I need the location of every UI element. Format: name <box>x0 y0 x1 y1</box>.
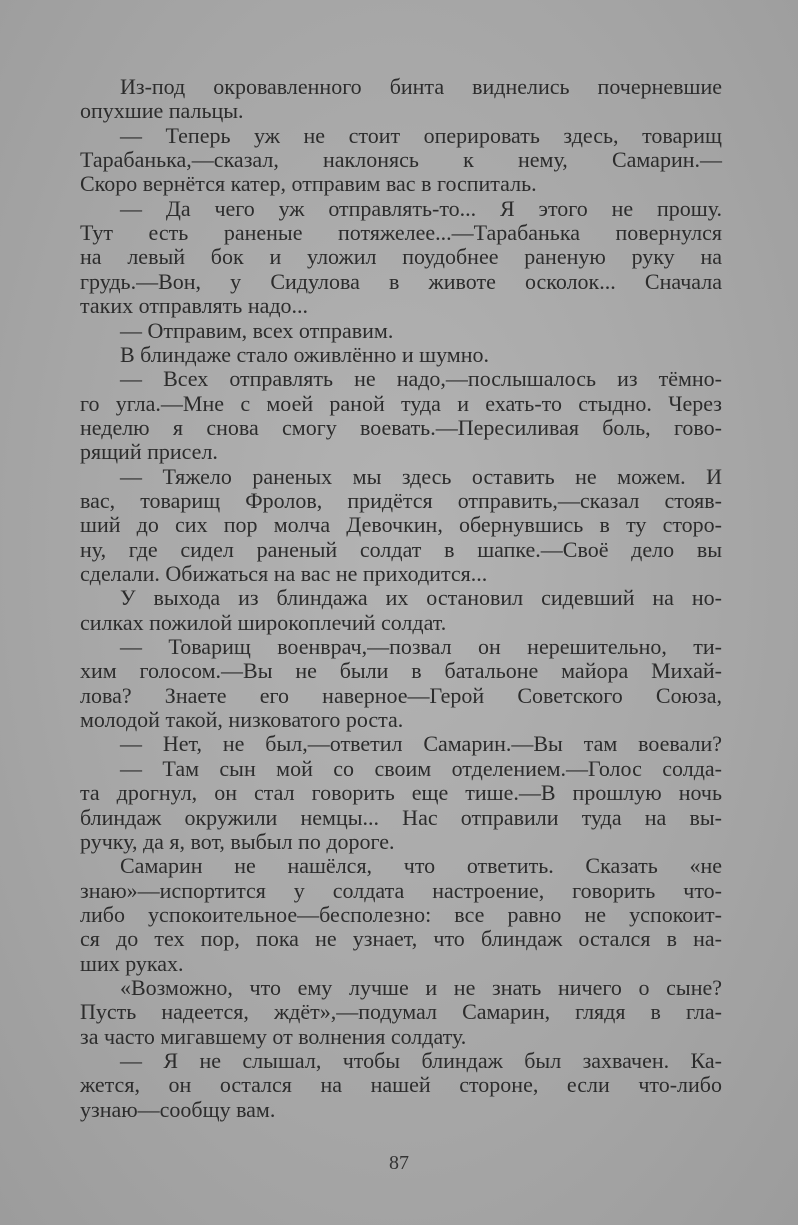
text-line: силках пожилой широкоплечий солдат. <box>80 609 447 635</box>
text-line: рящий присел. <box>80 439 218 465</box>
text-line: на левый бок и уложил поудобнее раненую руку на <box>80 244 722 270</box>
text-line: блиндаж окружили немцы... Нас отправили туда на вы- <box>80 804 722 830</box>
text-line: — Теперь уж не стоит оперировать здесь, товарищ <box>120 122 722 148</box>
text-line: хим голосом.—Вы не были в батальоне майора Михай- <box>80 658 722 684</box>
text-line: неделю я снова смогу воевать.—Пересиливая боль, гово- <box>80 414 722 440</box>
text-line: та дрогнул, он стал говорить еще тише.—В прошлую ночь <box>80 780 722 806</box>
text-line: ших руках. <box>80 950 184 976</box>
text-line: лова? Знаете его наверное—Герой Советского Союза, <box>80 682 722 708</box>
text-line: — Отправим, всех отправим. <box>120 317 394 343</box>
text-line: — Там сын мой со своим отделением.—Голос солда- <box>120 755 722 781</box>
text-line: Пусть надеется, ждёт»,—подумал Самарин, глядя в гла- <box>80 999 722 1025</box>
text-line: Из-под окровавленного бинта виднелись почерневшие <box>120 74 722 99</box>
text-line: — Всех отправлять не надо,—послышалось из тёмно- <box>120 366 722 392</box>
text-line: — Я не слышал, чтобы блиндаж был захвачен. Ка- <box>120 1048 722 1073</box>
text-line: таких отправлять надо... <box>80 293 309 319</box>
text-line: — Нет, не был,—ответил Самарин.—Вы там воевали? <box>120 731 722 757</box>
text-line: Самарин не нашёлся, что ответить. Сказать «не <box>120 853 722 879</box>
text-line: — Тяжело раненых мы здесь оставить не можем. И <box>120 463 722 489</box>
page-number: 87 <box>389 1152 409 1174</box>
text-line: «Возможно, что ему лучше и не знать ничего о сыне? <box>120 974 722 1000</box>
text-line: В блиндаже стало оживлённо и шумно. <box>120 341 489 367</box>
text-line: вас, товарищ Фролов, придётся отправить,—сказал стояв- <box>80 487 722 513</box>
text-line: — Товарищ военврач,—позвал он нерешительно, ти- <box>120 634 722 660</box>
text-line: за часто мигавшему от волнения солдату. <box>80 1023 467 1049</box>
text-line: го угла.—Мне с моей раной туда и ехать-то стыдно. Через <box>80 390 722 416</box>
text-line: — Да чего уж отправлять-то... Я этого не прошу. <box>120 195 722 221</box>
text-line: знаю»—испортится у солдата настроение, говорить что- <box>80 877 722 903</box>
text-line: Тут есть раненые потяжелее...—Тарабанька повернулся <box>80 220 722 246</box>
text-line: ший до сих пор молча Девочкин, обернувшись в ту сторо- <box>80 512 722 538</box>
text-line: либо успокоительное—бесполезно: все равно не успокоит- <box>80 901 722 927</box>
text-line: ну, где сидел раненый солдат в шапке.—Своё дело вы <box>80 536 722 562</box>
text-line: ручку, да я, вот, выбыл по дороге. <box>80 828 395 854</box>
text-line: сделали. Обижаться на вас не приходится... <box>80 561 488 586</box>
text-line: молодой такой, низковатого роста. <box>80 707 404 733</box>
text-line: узнаю—сообщу вам. <box>80 1096 276 1122</box>
text-line: ся до тех пор, пока не узнает, что блиндаж остался в на- <box>80 926 722 952</box>
text-line: грудь.—Вон, у Сидулова в животе осколок... Сначала <box>80 268 722 294</box>
text-line: У выхода из блиндажа их остановил сидевший на но- <box>120 585 722 611</box>
text-line: опухшие пальцы. <box>80 98 244 124</box>
book-page-text <box>80 75 722 1175</box>
text-line: Тарабанька,—сказал, наклонясь к нему, Самарин.— <box>80 147 722 173</box>
text-line: Скоро вернётся катер, отправим вас в госпиталь. <box>80 171 537 197</box>
text-line: жется, он остался на нашей стороне, если что-либо <box>80 1072 722 1098</box>
